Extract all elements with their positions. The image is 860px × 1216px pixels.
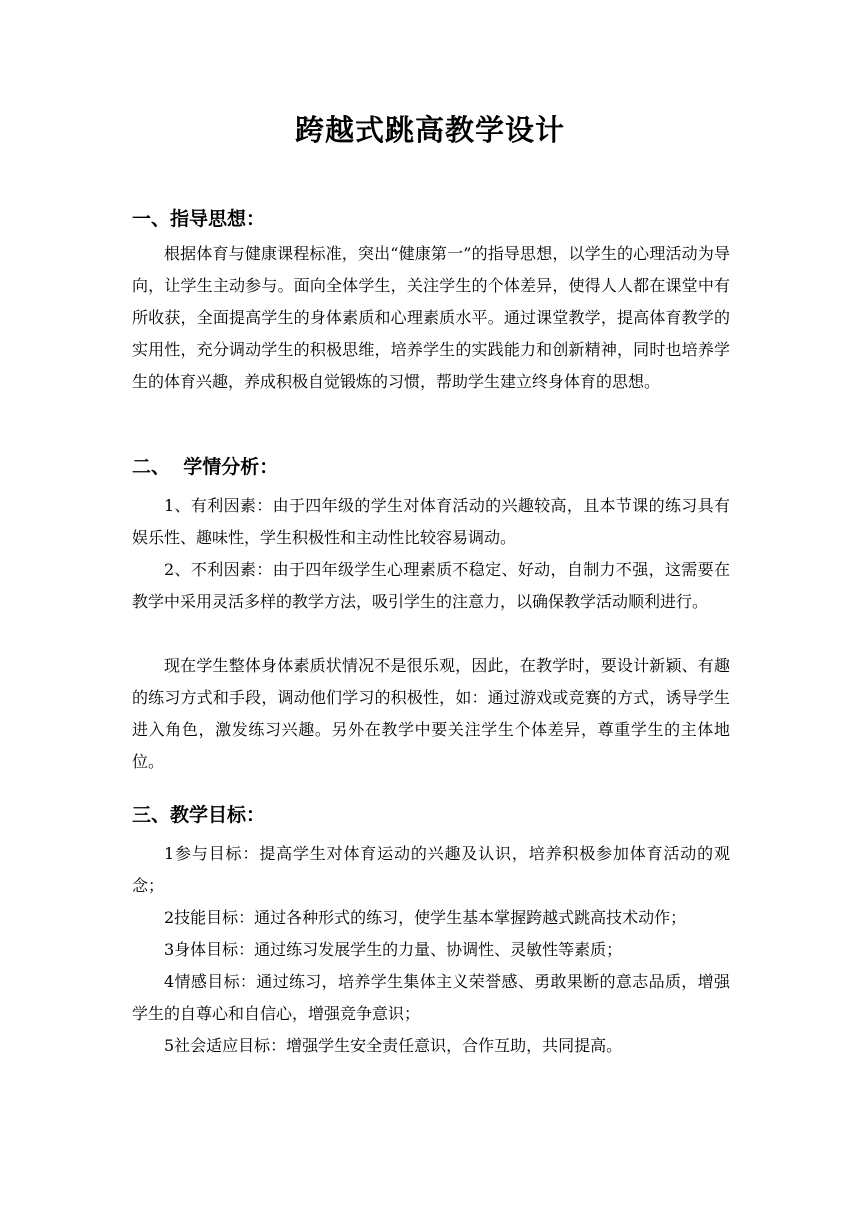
paragraph-favorable-factors: 1、有利因素：由于四年级的学生对体育活动的兴趣较高，且本节课的练习具有娱乐性、趣味性，学生积极性和主动性比较容易调动。	[132, 496, 730, 547]
section-heading-student-analysis: 二、 学情分析：	[132, 456, 279, 478]
paragraph-goal-physical: 3身体目标：通过练习发展学生的力量、协调性、灵敏性等素质；	[164, 940, 623, 959]
paragraph-current-situation: 现在学生整体身体素质状情况不是很乐观，因此，在教学时，要设计新颖、有趣的练习方式和手段，调动他们学习的积极性，如：通过游戏或竞赛的方式，诱导学生进入角色，激发练习兴趣。另外在教学中要关注学生个体差异，尊重学生的主体地位。	[132, 656, 730, 771]
document-title: 跨越式跳高教学设计	[294, 113, 565, 147]
paragraph-guiding-ideology: 根据体育与健康课程标准，突出“健康第一”的指导思想，以学生的心理活动为导向，让学生主动参与。面向全体学生，关注学生的个体差异，使得人人都在课堂中有所收获，全面提高学生的身体素质和心理素质水平。通过课堂教学，提高体育教学的实用性，充分调动学生的积极思维，培养学生的实践能力和创新精神，同时也培养学生的体育兴趣，养成积极自觉锻炼的习惯，帮助学生建立终身体育的思想。	[132, 244, 730, 391]
paragraph-goal-emotional: 4情感目标：通过练习，培养学生集体主义荣誉感、勇敢果断的意志品质，增强学生的自尊心和自信心，增强竞争意识；	[132, 972, 730, 1023]
paragraph-unfavorable-factors: 2、不利因素：由于四年级学生心理素质不稳定、好动，自制力不强，这需要在教学中采用灵活多样的教学方法，吸引学生的注意力，以确保教学活动顺利进行。	[132, 560, 730, 611]
paragraph-goal-social: 5社会适应目标：增强学生安全责任意识，合作互助，共同提高。	[164, 1036, 623, 1055]
paragraph-goal-skills: 2技能目标：通过各种形式的练习，使学生基本掌握跨越式跳高技术动作；	[164, 908, 687, 927]
section-heading-guiding-ideology: 一、指导思想：	[132, 208, 266, 230]
section-heading-teaching-goals: 三、教学目标：	[132, 804, 266, 826]
paragraph-goal-participation: 1参与目标：提高学生对体育运动的兴趣及认识，培养积极参加体育活动的观念；	[132, 844, 730, 895]
